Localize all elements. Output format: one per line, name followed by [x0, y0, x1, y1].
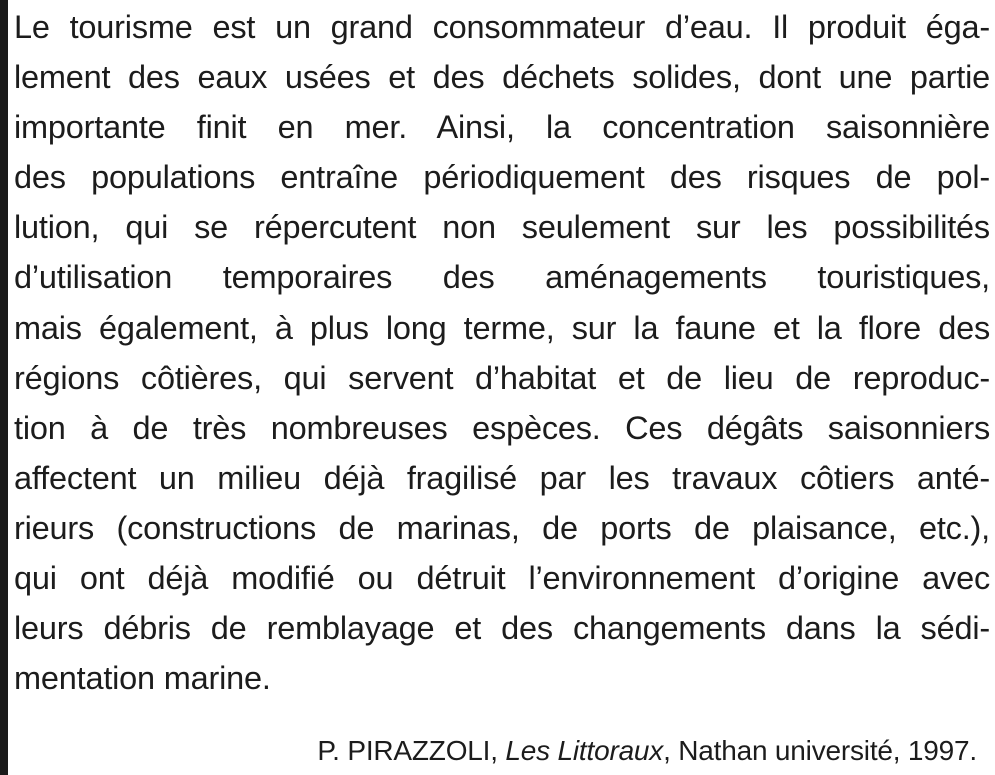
passage-line: d’utilisation temporaires des aménagements touristiques, — [14, 259, 990, 296]
passage-line: rieurs (constructions de marinas, de ports de plaisance, etc.), — [14, 509, 990, 546]
passage-line: importante finit en mer. Ainsi, la concentration saisonnière — [14, 109, 990, 146]
passage-line: Le tourisme est un grand consommateur d’eau. Il produit éga- — [14, 9, 990, 45]
citation-publisher: , Nathan université, 1997. — [663, 735, 977, 766]
passage-line: des populations entraîne périodiquement des risques de pol- — [14, 159, 990, 196]
passage-line: lution, qui se répercutent non seulement sur les possibilités — [14, 209, 990, 246]
passage-line: lement des eaux usées et des déchets solides, dont une partie — [14, 59, 990, 96]
citation-book-title: Les Littoraux — [505, 735, 664, 766]
passage-line: mais également, à plus long terme, sur la faune et la flore des — [14, 309, 990, 346]
passage-line: leurs débris de remblayage et des changements dans la sédi- — [14, 610, 990, 647]
passage-line: mentation marine. — [14, 660, 271, 697]
passage-line: qui ont déjà modifié ou détruit l’environnement d’origine avec — [14, 560, 990, 597]
source-citation — [317, 728, 977, 774]
passage-line: tion à de très nombreuses espèces. Ces dégâts saisonniers — [14, 409, 990, 446]
passage-line: régions côtières, qui servent d’habitat et de lieu de reproduc- — [14, 359, 990, 396]
citation-author: P. PIRAZZOLI, — [317, 735, 506, 766]
text-passage — [14, 2, 990, 703]
passage-line: affectent un milieu déjà fragilisé par les travaux côtiers anté- — [14, 459, 990, 496]
left-border-rule — [0, 0, 8, 775]
